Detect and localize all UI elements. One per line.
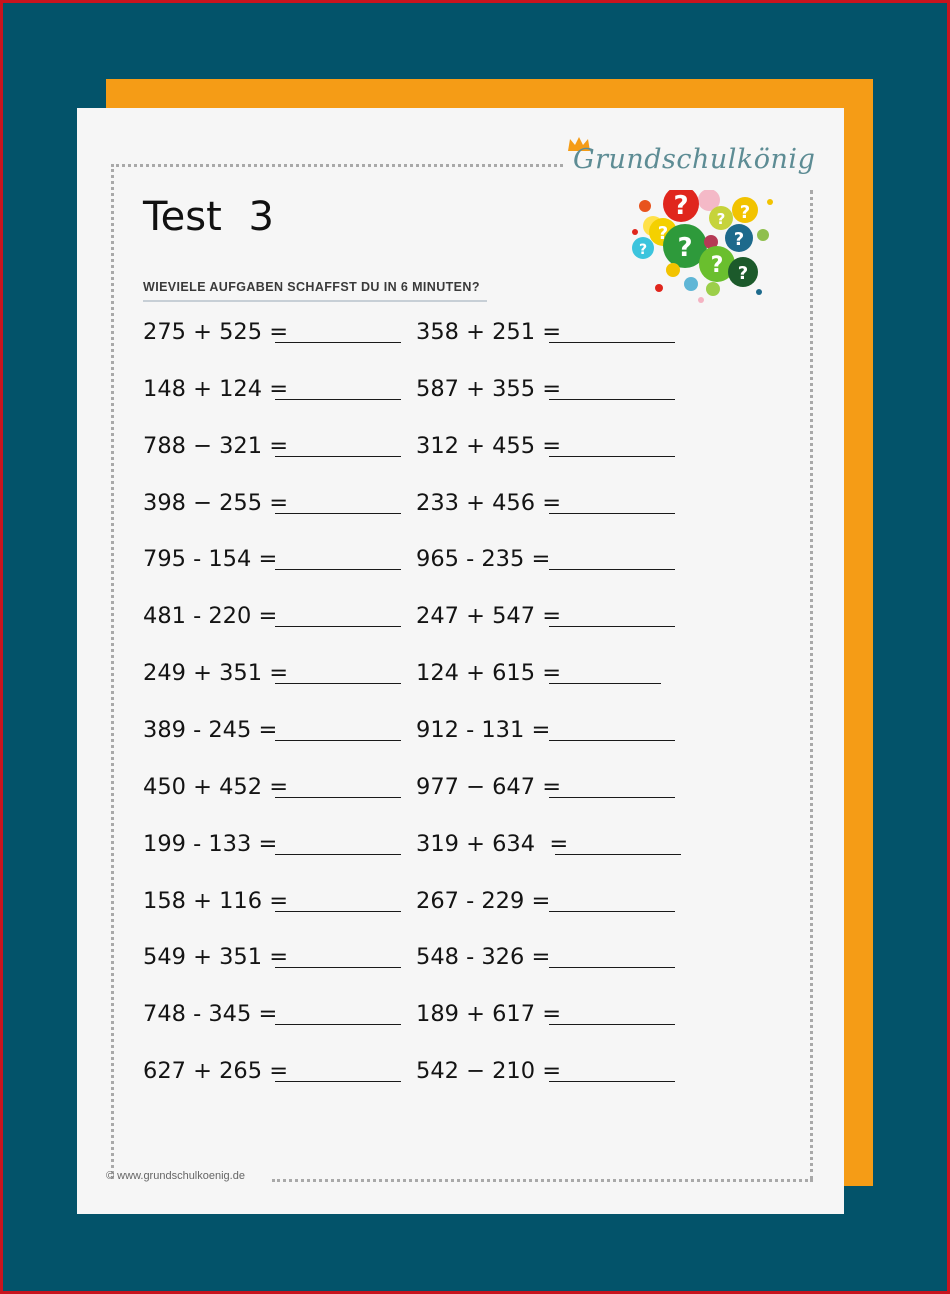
answer-blank-right-13[interactable] — [549, 1024, 675, 1025]
answer-blank-right-2[interactable] — [549, 399, 675, 400]
exercise-right-1: 358 + 251 = — [416, 319, 562, 345]
answer-blank-left-4[interactable] — [275, 513, 401, 514]
brand-logo: Grundschulkönig — [573, 144, 816, 175]
answer-blank-left-10[interactable] — [275, 854, 401, 855]
answer-blank-left-2[interactable] — [275, 399, 401, 400]
exercise-right-2: 587 + 355 = — [416, 375, 562, 402]
bubble-question-mark: ? — [733, 229, 745, 250]
exercise-right-9: 977 − 647 = — [416, 773, 562, 800]
bubble-question-mark: ? — [737, 263, 749, 284]
footer-copyright: © www.grundschulkoenig.de — [106, 1170, 245, 1182]
answer-blank-right-4[interactable] — [549, 513, 675, 514]
exercise-left-8: 389 - 245 = — [143, 716, 278, 743]
exercise-right-4: 233 + 456 = — [416, 489, 562, 516]
answer-blank-left-5[interactable] — [275, 569, 401, 570]
answer-blank-left-7[interactable] — [275, 683, 401, 684]
bubble-question-mark: ? — [677, 233, 693, 263]
exercise-left-2: 148 + 124 = — [143, 375, 289, 402]
worksheet-sheet — [77, 108, 844, 1214]
worksheet-title: Test 3 — [143, 194, 274, 240]
answer-blank-right-10[interactable] — [555, 854, 681, 855]
exercise-right-13: 189 + 617 = — [416, 1001, 562, 1028]
answer-blank-left-6[interactable] — [275, 626, 401, 627]
bubble-question-mark: ? — [739, 202, 751, 223]
exercise-right-12: 548 - 326 = — [416, 944, 551, 971]
answer-blank-left-8[interactable] — [275, 740, 401, 741]
exercise-right-8: 912 - 131 = — [416, 716, 551, 743]
answer-blank-right-1[interactable] — [549, 342, 675, 343]
instruction-underline — [143, 300, 487, 302]
dotted-border-right — [810, 190, 813, 1180]
answer-blank-left-3[interactable] — [275, 456, 401, 457]
answer-blank-left-11[interactable] — [275, 911, 401, 912]
exercise-right-5: 965 - 235 = — [416, 546, 551, 573]
exercise-right-3: 312 + 455 = — [416, 432, 562, 459]
exercise-left-14: 627 + 265 = — [143, 1058, 289, 1085]
exercise-right-7: 124 + 615 = — [416, 660, 562, 687]
bubble-question-mark: ? — [638, 242, 648, 258]
answer-blank-right-7[interactable] — [549, 683, 661, 684]
bubble-question-mark: ? — [673, 191, 689, 221]
answer-blank-right-14[interactable] — [549, 1081, 675, 1082]
answer-blank-right-11[interactable] — [549, 911, 675, 912]
answer-blank-right-8[interactable] — [549, 740, 675, 741]
answer-blank-right-3[interactable] — [549, 456, 675, 457]
exercise-left-9: 450 + 452 = — [143, 773, 289, 800]
exercise-left-1: 275 + 525 = — [143, 319, 289, 345]
answer-blank-left-12[interactable] — [275, 967, 401, 968]
exercise-left-4: 398 − 255 = — [143, 489, 289, 516]
dotted-border-bottom — [272, 1179, 813, 1182]
answer-blank-right-9[interactable] — [549, 797, 675, 798]
dotted-border-top — [111, 164, 563, 167]
exercise-left-13: 748 - 345 = — [143, 1001, 278, 1028]
exercise-left-5: 795 - 154 = — [143, 546, 278, 573]
exercise-left-11: 158 + 116 = — [143, 887, 289, 914]
question-mark-bubbles-icon — [625, 190, 785, 308]
exercise-left-12: 549 + 351 = — [143, 944, 289, 971]
answer-blank-right-12[interactable] — [549, 967, 675, 968]
exercise-left-6: 481 - 220 = — [143, 603, 278, 630]
answer-blank-left-1[interactable] — [275, 342, 401, 343]
dotted-border-left — [111, 164, 114, 1179]
answer-blank-right-5[interactable] — [549, 569, 675, 570]
exercise-left-7: 249 + 351 = — [143, 660, 289, 687]
exercise-left-3: 788 − 321 = — [143, 432, 289, 459]
answer-blank-left-14[interactable] — [275, 1081, 401, 1082]
exercise-right-10: 319 + 634 = — [416, 830, 569, 857]
exercise-left-10: 199 - 133 = — [143, 830, 278, 857]
bubble-question-mark: ? — [716, 210, 726, 228]
answer-blank-right-6[interactable] — [549, 626, 675, 627]
exercise-right-6: 247 + 547 = — [416, 603, 562, 630]
worksheet-instruction: WIEVIELE AUFGABEN SCHAFFST DU IN 6 MINUTEN? — [143, 280, 480, 294]
exercise-right-11: 267 - 229 = — [416, 887, 551, 914]
exercise-right-14: 542 − 210 = — [416, 1058, 562, 1085]
bubble-question-mark: ? — [710, 253, 724, 278]
answer-blank-left-13[interactable] — [275, 1024, 401, 1025]
bubble-question-mark: ? — [657, 223, 669, 244]
answer-blank-left-9[interactable] — [275, 797, 401, 798]
